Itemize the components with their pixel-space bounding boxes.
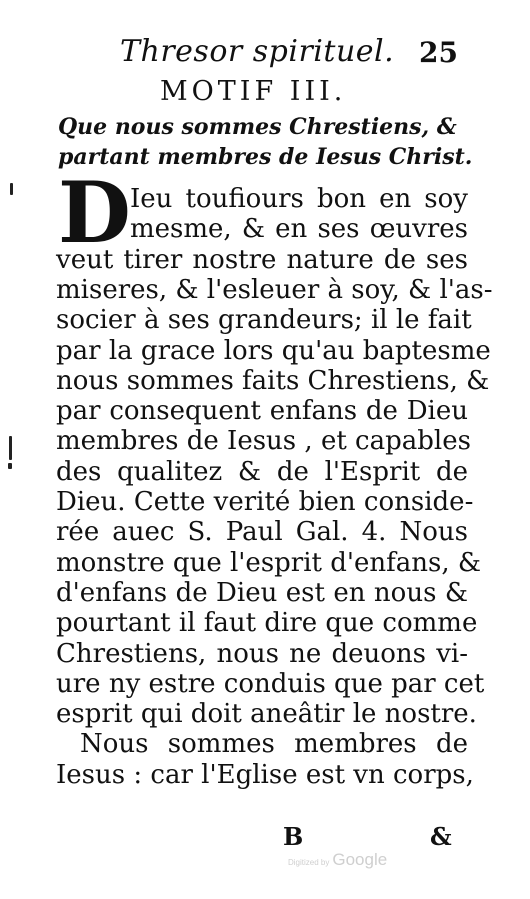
text-line: esprit qui doit aneâtir le nostre. <box>56 699 477 730</box>
subtitle-line-2: partant membres de Iesus Christ. <box>58 144 473 170</box>
watermark-prefix: Digitized by <box>288 858 330 867</box>
text-line: par la grace lors qu'au baptesme <box>56 335 491 366</box>
signature-mark: B <box>283 822 304 851</box>
text-line: mesme, & en ses œuvres <box>130 214 468 245</box>
text-line: Chrestiens, nous ne deuons vi- <box>56 638 468 669</box>
watermark-brand: Google <box>332 850 388 869</box>
text-line: Ieu toufiours bon en soy <box>130 184 468 214</box>
text-line: monstre que l'esprit d'enfans, & <box>56 547 482 578</box>
text-line: d'enfans de Dieu est en nous & <box>56 577 468 608</box>
text-line: par consequent enfans de Dieu <box>56 396 468 427</box>
digitizer-watermark <box>288 850 387 870</box>
section-heading: MOTIF III. <box>160 76 347 107</box>
text-line: veut tirer nostre nature de ses <box>56 244 468 275</box>
text-line: des qualitez & de l'Esprit de <box>56 456 468 487</box>
running-title: Thresor spirituel. <box>120 34 395 69</box>
drop-cap: D <box>58 163 131 262</box>
text-line: rée auec S. Paul Gal. 4. Nous <box>56 517 468 548</box>
text-line: nous sommes faits Chrestiens, & <box>56 365 490 396</box>
text-line: Iesus : car l'Eglise est vn corps, <box>56 759 474 790</box>
page-number: 25 <box>419 36 458 69</box>
margin-speck <box>10 183 13 195</box>
text-line: miseres, & l'esleuer à soy, & l'as- <box>56 274 493 305</box>
page-header <box>120 34 480 74</box>
text-line: ure ny estre conduis que par cet <box>56 668 485 699</box>
text-line: membres de Iesus , et capables <box>56 426 471 457</box>
margin-speck <box>9 436 12 460</box>
text-line: pourtant il faut dire que comme <box>56 608 478 639</box>
catchword: & <box>430 822 452 851</box>
margin-speck <box>8 463 12 469</box>
text-line: Dieu. Cette verité bien conside- <box>56 487 474 517</box>
text-line: socier à ses grandeurs; il le fait <box>56 305 472 336</box>
text-line: Nous sommes membres de <box>80 729 468 760</box>
subtitle-line-1: Que nous sommes Chrestiens, & <box>58 114 457 140</box>
